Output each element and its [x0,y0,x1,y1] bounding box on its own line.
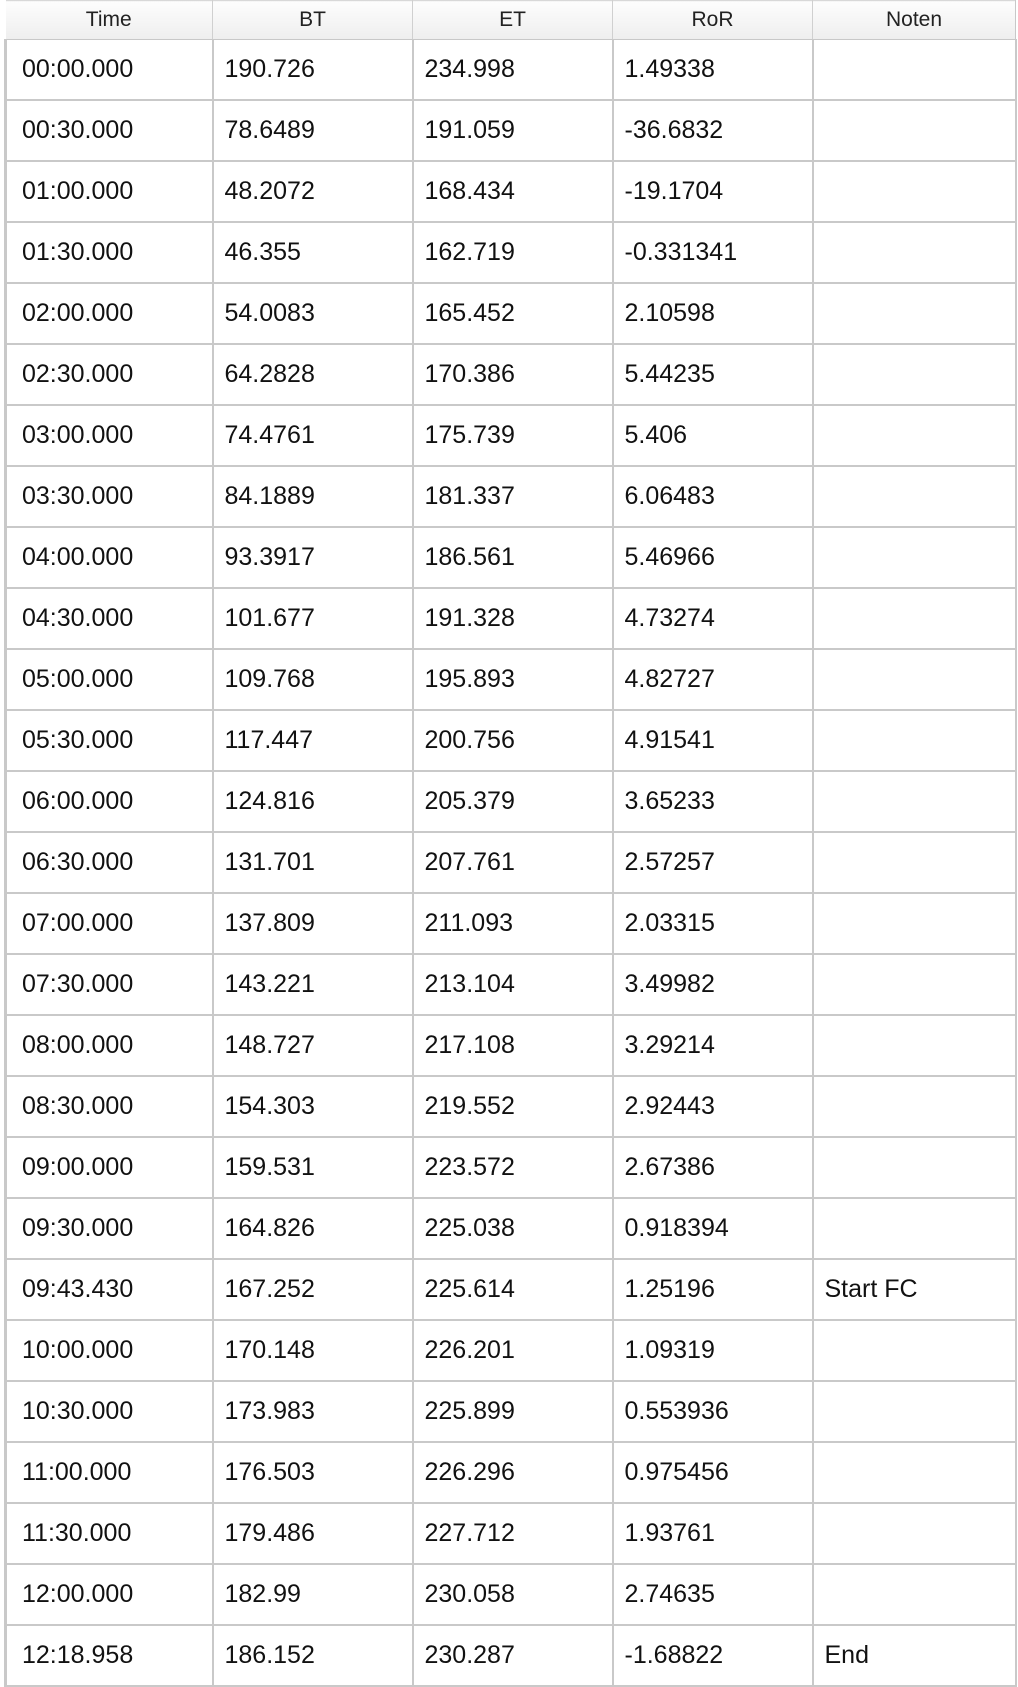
cell-et[interactable]: 205.379 [413,771,613,832]
cell-noten[interactable] [813,1442,1016,1503]
header-time[interactable]: Time [6,1,213,40]
cell-bt[interactable]: 131.701 [213,832,413,893]
cell-time[interactable]: 12:00.000 [6,1564,213,1625]
cell-bt[interactable]: 74.4761 [213,405,413,466]
cell-ror[interactable]: 1.25196 [613,1259,813,1320]
table-row[interactable] [6,466,1016,527]
cell-time[interactable]: 12:18.958 [6,1625,213,1686]
table-row[interactable] [6,893,1016,954]
cell-bt[interactable]: 179.486 [213,1503,413,1564]
cell-bt[interactable]: 124.816 [213,771,413,832]
cell-ror[interactable]: 1.93761 [613,1503,813,1564]
cell-time[interactable]: 04:00.000 [6,527,213,588]
cell-ror[interactable]: 5.46966 [613,527,813,588]
cell-noten[interactable] [813,1015,1016,1076]
cell-bt[interactable]: 173.983 [213,1381,413,1442]
cell-time[interactable]: 06:30.000 [6,832,213,893]
cell-ror[interactable]: 4.82727 [613,649,813,710]
cell-time[interactable]: 11:30.000 [6,1503,213,1564]
cell-time[interactable]: 01:30.000 [6,222,213,283]
cell-noten[interactable] [813,1076,1016,1137]
cell-ror[interactable]: -19.1704 [613,161,813,222]
cell-noten[interactable] [813,222,1016,283]
cell-time[interactable]: 03:30.000 [6,466,213,527]
cell-bt[interactable]: 154.303 [213,1076,413,1137]
table-row[interactable] [6,405,1016,466]
cell-bt[interactable]: 143.221 [213,954,413,1015]
cell-bt[interactable]: 182.99 [213,1564,413,1625]
table-row[interactable] [6,1076,1016,1137]
cell-noten[interactable] [813,1381,1016,1442]
cell-bt[interactable]: 64.2828 [213,344,413,405]
cell-noten[interactable] [813,771,1016,832]
roast-data-table [4,0,1017,1687]
table-row[interactable] [6,1442,1016,1503]
cell-time[interactable]: 07:00.000 [6,893,213,954]
table-row[interactable] [6,710,1016,771]
cell-time[interactable]: 02:30.000 [6,344,213,405]
cell-time[interactable]: 02:00.000 [6,283,213,344]
cell-time[interactable]: 07:30.000 [6,954,213,1015]
cell-ror[interactable]: -1.68822 [613,1625,813,1686]
cell-ror[interactable]: 2.03315 [613,893,813,954]
cell-et[interactable]: 191.328 [413,588,613,649]
table-row[interactable] [6,1381,1016,1442]
cell-noten[interactable] [813,588,1016,649]
cell-et[interactable]: 217.108 [413,1015,613,1076]
cell-noten[interactable] [813,344,1016,405]
cell-noten[interactable] [813,283,1016,344]
cell-time[interactable]: 10:30.000 [6,1381,213,1442]
cell-ror[interactable]: 4.91541 [613,710,813,771]
cell-et[interactable]: 225.038 [413,1198,613,1259]
cell-et[interactable]: 175.739 [413,405,613,466]
cell-et[interactable]: 230.058 [413,1564,613,1625]
cell-noten[interactable] [813,649,1016,710]
cell-et[interactable]: 213.104 [413,954,613,1015]
cell-ror[interactable]: 2.92443 [613,1076,813,1137]
cell-time[interactable]: 08:30.000 [6,1076,213,1137]
cell-noten[interactable] [813,1503,1016,1564]
table-row[interactable] [6,1015,1016,1076]
table-row[interactable] [6,40,1016,101]
header-et[interactable]: ET [413,1,613,40]
cell-et[interactable]: 211.093 [413,893,613,954]
cell-bt[interactable]: 117.447 [213,710,413,771]
cell-bt[interactable]: 137.809 [213,893,413,954]
cell-et[interactable]: 219.552 [413,1076,613,1137]
cell-et[interactable]: 168.434 [413,161,613,222]
cell-ror[interactable]: 1.09319 [613,1320,813,1381]
header-ror[interactable]: RoR [613,1,813,40]
cell-et[interactable]: 223.572 [413,1137,613,1198]
cell-et[interactable]: 225.614 [413,1259,613,1320]
cell-noten[interactable] [813,893,1016,954]
cell-noten[interactable] [813,527,1016,588]
cell-noten[interactable] [813,40,1016,101]
cell-time[interactable]: 05:00.000 [6,649,213,710]
cell-noten[interactable] [813,405,1016,466]
cell-time[interactable]: 05:30.000 [6,710,213,771]
cell-noten[interactable] [813,832,1016,893]
table-row[interactable] [6,954,1016,1015]
table-row[interactable] [6,1320,1016,1381]
table-row[interactable] [6,1198,1016,1259]
header-noten[interactable]: Noten [813,1,1016,40]
table-row[interactable] [6,649,1016,710]
cell-ror[interactable]: 5.406 [613,405,813,466]
table-row[interactable] [6,832,1016,893]
cell-noten[interactable] [813,1137,1016,1198]
cell-ror[interactable]: 2.10598 [613,283,813,344]
table-row[interactable] [6,1137,1016,1198]
cell-bt[interactable]: 78.6489 [213,100,413,161]
cell-bt[interactable]: 93.3917 [213,527,413,588]
cell-et[interactable]: 170.386 [413,344,613,405]
table-row[interactable] [6,161,1016,222]
cell-noten[interactable] [813,954,1016,1015]
cell-noten[interactable] [813,1198,1016,1259]
cell-bt[interactable]: 167.252 [213,1259,413,1320]
cell-noten[interactable] [813,1564,1016,1625]
cell-ror[interactable]: 3.49982 [613,954,813,1015]
cell-noten[interactable] [813,1320,1016,1381]
cell-time[interactable]: 09:43.430 [6,1259,213,1320]
cell-et[interactable]: 226.201 [413,1320,613,1381]
cell-time[interactable]: 01:00.000 [6,161,213,222]
cell-et[interactable]: 191.059 [413,100,613,161]
cell-bt[interactable]: 84.1889 [213,466,413,527]
cell-ror[interactable]: 2.74635 [613,1564,813,1625]
cell-et[interactable]: 227.712 [413,1503,613,1564]
cell-et[interactable]: 165.452 [413,283,613,344]
cell-time[interactable]: 10:00.000 [6,1320,213,1381]
cell-ror[interactable]: 2.67386 [613,1137,813,1198]
cell-bt[interactable]: 170.148 [213,1320,413,1381]
cell-time[interactable]: 00:00.000 [6,40,213,101]
cell-ror[interactable]: 4.73274 [613,588,813,649]
cell-ror[interactable]: 3.65233 [613,771,813,832]
cell-bt[interactable]: 186.152 [213,1625,413,1686]
cell-et[interactable]: 195.893 [413,649,613,710]
header-row [6,1,1016,40]
cell-time[interactable]: 00:30.000 [6,100,213,161]
table-header [6,1,1016,40]
table-row[interactable] [6,1564,1016,1625]
cell-et[interactable]: 200.756 [413,710,613,771]
table-row[interactable] [6,1503,1016,1564]
cell-bt[interactable]: 164.826 [213,1198,413,1259]
header-bt[interactable]: BT [213,1,413,40]
cell-time[interactable]: 08:00.000 [6,1015,213,1076]
cell-ror[interactable]: 1.49338 [613,40,813,101]
cell-noten[interactable] [813,100,1016,161]
table-body [6,40,1016,1687]
cell-time[interactable]: 09:30.000 [6,1198,213,1259]
cell-bt[interactable]: 48.2072 [213,161,413,222]
cell-noten[interactable]: Start FC [813,1259,1016,1320]
cell-bt[interactable]: 109.768 [213,649,413,710]
table-row[interactable] [6,222,1016,283]
cell-bt[interactable]: 46.355 [213,222,413,283]
cell-ror[interactable]: 2.57257 [613,832,813,893]
cell-bt[interactable]: 176.503 [213,1442,413,1503]
cell-noten[interactable] [813,466,1016,527]
cell-ror[interactable]: 0.918394 [613,1198,813,1259]
cell-noten[interactable]: End [813,1625,1016,1686]
cell-et[interactable]: 186.561 [413,527,613,588]
cell-ror[interactable]: 5.44235 [613,344,813,405]
table-row[interactable] [6,771,1016,832]
table-row[interactable] [6,1259,1016,1320]
table-row[interactable] [6,283,1016,344]
cell-time[interactable]: 04:30.000 [6,588,213,649]
cell-et[interactable]: 230.287 [413,1625,613,1686]
table-row[interactable] [6,1625,1016,1686]
cell-et[interactable]: 226.296 [413,1442,613,1503]
cell-time[interactable]: 06:00.000 [6,771,213,832]
table-row[interactable] [6,588,1016,649]
table-row[interactable] [6,527,1016,588]
cell-ror[interactable]: -36.6832 [613,100,813,161]
cell-et[interactable]: 162.719 [413,222,613,283]
cell-time[interactable]: 03:00.000 [6,405,213,466]
cell-time[interactable]: 09:00.000 [6,1137,213,1198]
cell-time[interactable]: 11:00.000 [6,1442,213,1503]
table-row[interactable] [6,344,1016,405]
cell-ror[interactable]: 0.975456 [613,1442,813,1503]
cell-et[interactable]: 207.761 [413,832,613,893]
cell-et[interactable]: 234.998 [413,40,613,101]
cell-et[interactable]: 225.899 [413,1381,613,1442]
cell-bt[interactable]: 101.677 [213,588,413,649]
cell-noten[interactable] [813,710,1016,771]
cell-bt[interactable]: 54.0083 [213,283,413,344]
cell-bt[interactable]: 148.727 [213,1015,413,1076]
cell-ror[interactable]: 6.06483 [613,466,813,527]
cell-bt[interactable]: 159.531 [213,1137,413,1198]
cell-ror[interactable]: -0.331341 [613,222,813,283]
table-row[interactable] [6,100,1016,161]
cell-bt[interactable]: 190.726 [213,40,413,101]
cell-ror[interactable]: 3.29214 [613,1015,813,1076]
cell-noten[interactable] [813,161,1016,222]
cell-ror[interactable]: 0.553936 [613,1381,813,1442]
cell-et[interactable]: 181.337 [413,466,613,527]
